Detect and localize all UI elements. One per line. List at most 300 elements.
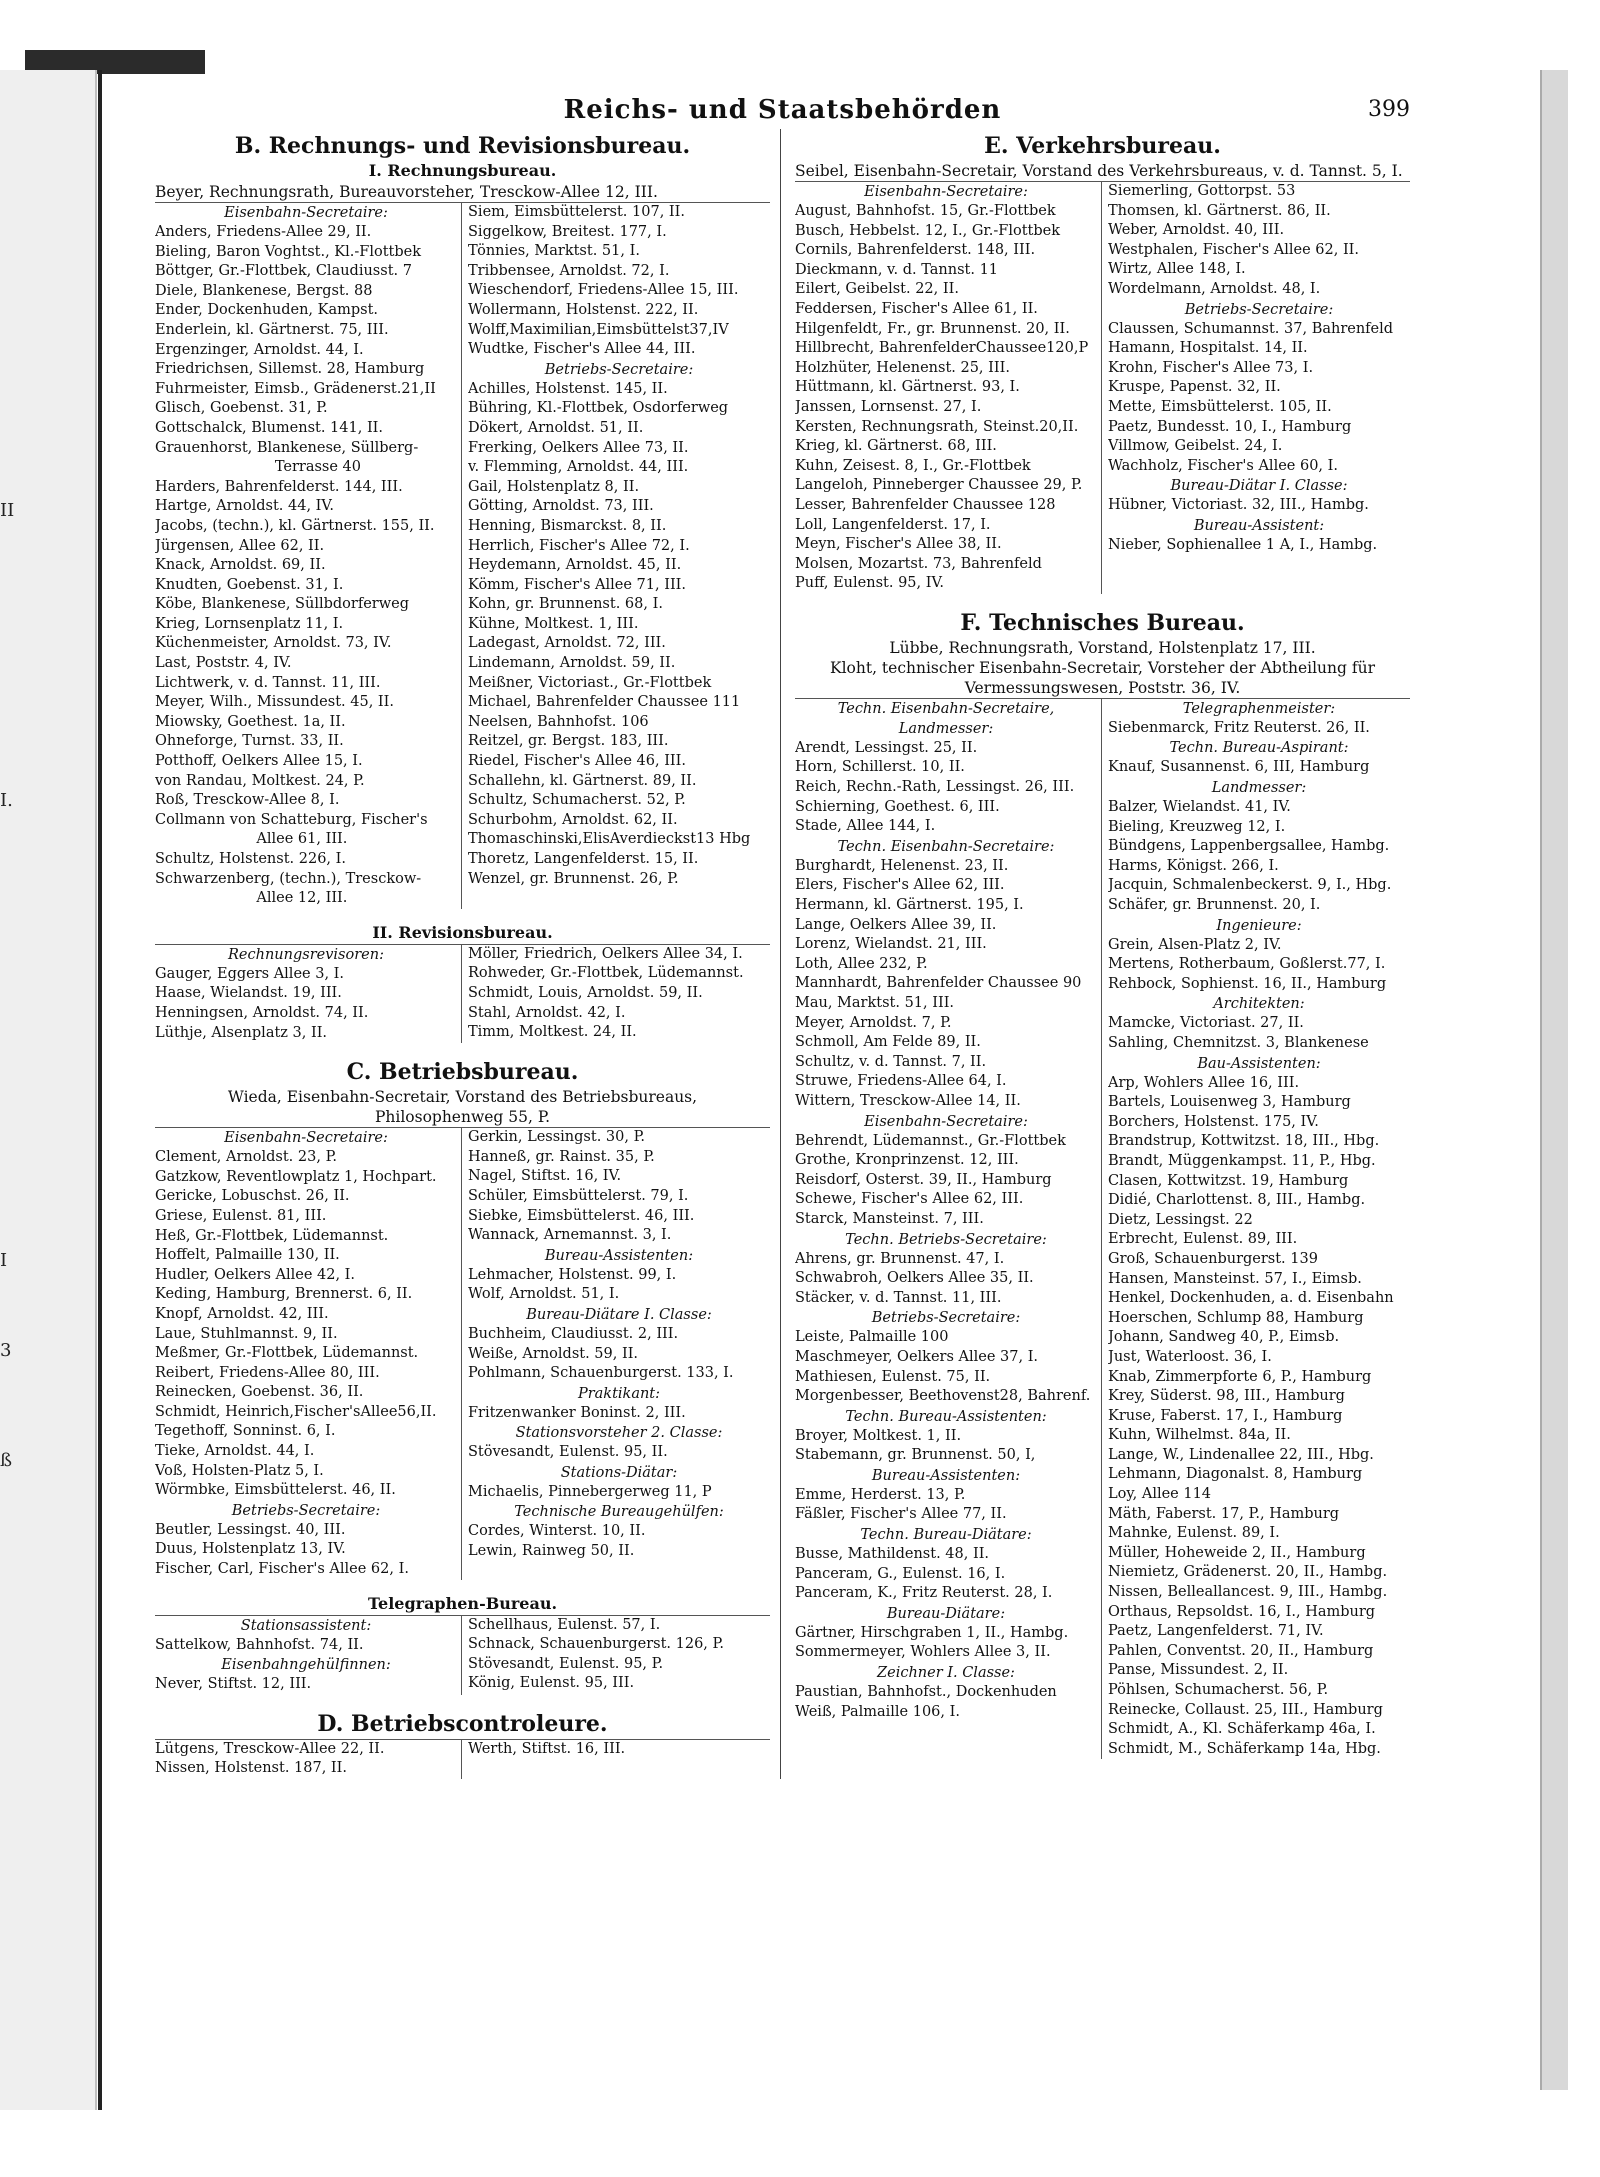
directory-entry: König, Eulenst. 95, III.: [468, 1675, 635, 1692]
group-heading: Eisenbahn-Secretaire:: [864, 184, 1028, 200]
directory-entry: Gauger, Eggers Allee 3, I.: [155, 965, 344, 982]
directory-entry: Voß, Holsten-Platz 5, I.: [155, 1462, 324, 1479]
directory-entry: Harders, Bahrenfelderst. 144, III.: [155, 478, 403, 495]
directory-entry: Terrasse 40: [155, 459, 361, 476]
entry-list: [155, 945, 462, 1043]
directory-entry: Mathiesen, Eulenst. 75, II.: [795, 1368, 991, 1385]
directory-entry: Siemerling, Gottorpst. 53: [1108, 183, 1296, 199]
directory-entry: Kruspe, Papenst. 32, II.: [1108, 379, 1281, 396]
directory-entry: Nissen, Holstenst. 187, II.: [155, 1760, 347, 1777]
directory-entry: Knack, Arnoldst. 69, II.: [155, 557, 326, 574]
directory-entry: Balzer, Wielandst. 41, IV.: [1108, 799, 1291, 816]
directory-entry: Kuhn, Zeisest. 8, I., Gr.-Flottbek: [795, 457, 1031, 474]
directory-entry: v. Flemming, Arnoldst. 44, III.: [468, 459, 689, 476]
directory-entry: Stade, Allee 144, I.: [795, 818, 936, 835]
directory-entry: Wolf, Arnoldst. 51, I.: [468, 1286, 620, 1303]
directory-entry: Hermann, kl. Gärtnerst. 195, I.: [795, 897, 1024, 914]
directory-entry: Achilles, Holstenst. 145, II.: [468, 380, 668, 397]
directory-entry: Meyer, Wilh., Missundest. 45, II.: [155, 694, 394, 711]
directory-entry: Hilgenfeldt, Fr., gr. Brunnenst. 20, II.: [795, 320, 1070, 337]
group-heading: Architekten:: [1213, 996, 1305, 1013]
directory-entry: Lorenz, Wielandst. 21, III.: [795, 936, 987, 953]
directory-entry: Claussen, Schumannst. 37, Bahrenfeld: [1108, 320, 1394, 337]
directory-entry: Haase, Wielandst. 19, III.: [155, 985, 342, 1002]
section-intro: Seibel, Eisenbahn-Secretair, Vorstand des Verkehrsbureaus, v. d. Tannst. 5, I.: [795, 162, 1403, 180]
directory-entry: Timm, Moltkest. 24, II.: [468, 1024, 637, 1041]
directory-entry: Miowsky, Goethest. 1a, II.: [155, 713, 346, 730]
directory-entry: Köbe, Blankenese, Süllbdorferweg: [155, 596, 409, 613]
section-intro: Vermessungswesen, Poststr. 36, IV.: [964, 678, 1241, 697]
directory-entry: Lange, W., Lindenallee 22, III., Hbg.: [1108, 1446, 1374, 1463]
directory-entry: Loth, Allee 232, P.: [795, 955, 928, 972]
directory-entry: Knauf, Susannenst. 6, III, Hamburg: [1108, 759, 1370, 776]
directory-entry: Johann, Sandweg 40, P., Eimsb.: [1108, 1329, 1340, 1346]
directory-entry: Niemietz, Grädenerst. 20, II., Hambg.: [1108, 1564, 1388, 1581]
directory-entry: Cordes, Winterst. 10, II.: [468, 1523, 646, 1540]
directory-entry: Burghardt, Helenenst. 23, II.: [795, 857, 1009, 874]
directory-entry: Frerking, Oelkers Allee 73, II.: [468, 439, 689, 456]
directory-entry: Kruse, Faberst. 17, I., Hamburg: [1108, 1407, 1343, 1424]
directory-entry: Brandt, Müggenkampst. 11, P., Hbg.: [1108, 1152, 1376, 1169]
directory-entry: Keding, Hamburg, Brennerst. 6, II.: [155, 1286, 413, 1303]
page-number: 399: [1368, 97, 1410, 122]
subsection-revisionsbureau-title: II. Revisionsbureau.: [372, 922, 553, 942]
directory-entry: Wörmbke, Eimsbüttelerst. 46, II.: [155, 1482, 396, 1499]
directory-entry: Laue, Stuhlmannst. 9, II.: [155, 1325, 338, 1342]
directory-entry: Lütgens, Tresckow-Allee 22, II.: [155, 1740, 385, 1757]
entry-list: [462, 1128, 770, 1579]
directory-entry: Stahl, Arnoldst. 42, I.: [468, 1004, 626, 1021]
entry-list: [155, 1128, 462, 1579]
entry-list: [155, 203, 462, 909]
two-column-list: [155, 944, 770, 1043]
directory-entry: Reisdorf, Osterst. 39, II., Hamburg: [795, 1171, 1052, 1188]
directory-entry: Ahrens, gr. Brunnenst. 47, I.: [795, 1250, 1005, 1267]
right-page-edge: [1540, 70, 1568, 2090]
directory-entry: Reinecken, Goebenst. 36, II.: [155, 1384, 364, 1401]
directory-entry: Stabemann, gr. Brunnenst. 50, I,: [795, 1447, 1036, 1464]
two-column-list: [795, 698, 1410, 1760]
directory-entry: Starck, Mansteinst. 7, III.: [795, 1210, 984, 1227]
directory-entry: Busse, Mathildenst. 48, II.: [795, 1546, 990, 1563]
directory-entry: Grothe, Kronprinzenst. 12, III.: [795, 1152, 1019, 1169]
directory-entry: Werth, Stiftst. 16, III.: [468, 1740, 626, 1757]
directory-entry: Hartge, Arnoldst. 44, IV.: [155, 498, 334, 515]
entry-list: [462, 1740, 770, 1779]
entry-list: [462, 945, 770, 1043]
directory-entry: Schierning, Goethest. 6, III.: [795, 798, 1000, 815]
directory-entry: Tieke, Arnoldst. 44, I.: [155, 1443, 315, 1460]
section-intro: Wieda, Eisenbahn-Secretair, Vorstand des Betriebsbureaus,: [227, 1088, 698, 1107]
directory-entry: Kühne, Moltkest. 1, III.: [468, 615, 639, 632]
directory-entry: Horn, Schillerst. 10, II.: [795, 759, 965, 776]
directory-entry: Meßmer, Gr.-Flottbek, Lüdemannst.: [155, 1345, 419, 1362]
directory-entry: Weiße, Arnoldst. 59, II.: [468, 1345, 639, 1362]
gutter-mark: I: [0, 1250, 8, 1271]
directory-entry: Siebke, Eimsbüttelerst. 46, III.: [468, 1207, 695, 1224]
directory-entry: Meyer, Arnoldst. 7, P.: [795, 1014, 952, 1031]
section-intro: Beyer, Rechnungsrath, Bureauvorsteher, Tresckow-Allee 12, III.: [155, 183, 658, 201]
gutter-mark: 3: [0, 1340, 12, 1361]
directory-entry: Gerkin, Lessingst. 30, P.: [468, 1129, 646, 1146]
directory-entry: Allee 61, III.: [155, 831, 348, 848]
directory-entry: Weiß, Palmaille 106, I.: [795, 1703, 960, 1720]
group-heading: Bureau-Assistenten:: [871, 1467, 1021, 1484]
directory-entry: Reitzel, gr. Bergst. 183, III.: [468, 733, 669, 750]
directory-entry: Bartels, Louisenweg 3, Hamburg: [1108, 1094, 1351, 1111]
directory-entry: Molsen, Mozartst. 73, Bahrenfeld: [795, 555, 1042, 572]
directory-entry: Herrlich, Fischer's Allee 72, I.: [468, 537, 690, 554]
directory-entry: Westphalen, Fischer's Allee 62, II.: [1108, 241, 1360, 258]
page-header: [155, 95, 1410, 129]
directory-entry: Hoffelt, Palmaille 130, II.: [155, 1247, 340, 1264]
directory-entry: Meyn, Fischer's Allee 38, II.: [795, 536, 1002, 553]
subsection-rechnungsbureau-title: I. Rechnungsbureau.: [368, 161, 557, 180]
directory-entry: Michael, Bahrenfelder Chaussee 111: [468, 694, 741, 711]
directory-entry: Loll, Langenfelderst. 17, I.: [795, 516, 991, 533]
directory-entry: Gärtner, Hirschgraben 1, II., Hambg.: [795, 1624, 1069, 1641]
directory-entry: Knopf, Arnoldst. 42, III.: [155, 1305, 329, 1322]
directory-entry: Morgenbesser, Beethovenst28, Bahrenf.: [795, 1388, 1091, 1405]
directory-entry: Puff, Eulenst. 95, IV.: [795, 575, 945, 592]
subsection-telegraphen-title: Telegraphen-Bureau.: [367, 1593, 558, 1613]
directory-entry: Potthoff, Oelkers Allee 15, I.: [155, 753, 363, 770]
directory-entry: Busch, Hebbelst. 12, I., Gr.-Flottbek: [795, 222, 1060, 239]
directory-entry: Wittern, Tresckow-Allee 14, II.: [795, 1092, 1021, 1109]
directory-entry: Küchenmeister, Arnoldst. 73, IV.: [155, 635, 392, 652]
directory-entry: Siggelkow, Breitest. 177, I.: [468, 223, 667, 240]
group-heading: Techn. Eisenbahn-Secretaire,: [837, 700, 1055, 717]
directory-entry: Weber, Arnoldst. 40, III.: [1108, 222, 1285, 239]
group-heading: Eisenbahn-Secretaire:: [224, 1130, 388, 1147]
directory-entry: Didié, Charlottenst. 8, III., Hambg.: [1108, 1192, 1366, 1209]
directory-entry: Roß, Tresckow-Allee 8, I.: [155, 792, 340, 809]
directory-entry: Lesser, Bahrenfelder Chaussee 128: [795, 496, 1056, 513]
directory-entry: Erbrecht, Eulenst. 89, III.: [1108, 1231, 1298, 1248]
directory-entry: Thoretz, Langenfelderst. 15, II.: [468, 851, 699, 867]
entry-list: [1102, 699, 1410, 1760]
directory-entry: Loy, Allee 114: [1108, 1486, 1212, 1503]
directory-entry: Arp, Wohlers Allee 16, III.: [1108, 1074, 1300, 1091]
directory-page: [155, 95, 1410, 1975]
directory-entry: Hudler, Oelkers Allee 42, I.: [155, 1266, 356, 1283]
directory-entry: Pahlen, Conventst. 20, II., Hamburg: [1108, 1642, 1374, 1659]
directory-entry: Bieling, Kreuzweg 12, I.: [1108, 818, 1286, 835]
entry-list: [462, 203, 770, 909]
directory-entry: Kömm, Fischer's Allee 71, III.: [468, 576, 687, 593]
directory-entry: Heydemann, Arnoldst. 45, II.: [468, 557, 682, 574]
directory-entry: Nagel, Stiftst. 16, IV.: [468, 1168, 622, 1185]
directory-entry: Janssen, Lornsenst. 27, I.: [795, 398, 982, 415]
directory-entry: Wordelmann, Arnoldst. 48, I.: [1108, 280, 1321, 297]
directory-entry: Henningsen, Arnoldst. 74, II.: [155, 1004, 369, 1021]
two-column-list: [155, 1615, 770, 1695]
directory-entry: Collmann von Schatteburg, Fischer's: [155, 811, 428, 828]
group-heading: Stationsvorsteher 2. Classe:: [515, 1425, 723, 1442]
directory-entry: Hamann, Hospitalst. 14, II.: [1108, 340, 1308, 357]
group-heading: Technische Bureaugehülfen:: [514, 1504, 724, 1521]
directory-entry: Bieling, Baron Voghtst., Kl.-Flottbek: [155, 243, 422, 260]
directory-entry: Siem, Eimsbüttelerst. 107, II.: [468, 204, 685, 220]
directory-entry: Holzhüter, Helenenst. 25, III.: [795, 359, 1010, 376]
group-heading: Stations-Diätar:: [560, 1464, 678, 1481]
directory-entry: Broyer, Moltkest. 1, II.: [795, 1427, 962, 1444]
group-heading: Betriebs-Secretaire:: [544, 361, 694, 378]
directory-entry: Never, Stiftst. 12, III.: [155, 1676, 312, 1693]
directory-entry: Lichtwerk, v. d. Tannst. 11, III.: [155, 674, 381, 691]
directory-entry: Krohn, Fischer's Allee 73, I.: [1108, 359, 1314, 376]
section-c-title: C. Betriebsbureau.: [346, 1059, 579, 1086]
group-heading: Praktikant:: [577, 1385, 661, 1402]
group-heading: Landmesser:: [898, 720, 994, 737]
gutter-mark: ß: [0, 1450, 13, 1471]
directory-entry: Schewe, Fischer's Allee 62, III.: [795, 1191, 1024, 1208]
directory-entry: Fischer, Carl, Fischer's Allee 62, I.: [155, 1561, 409, 1578]
directory-entry: Reinecke, Collaust. 25, III., Hamburg: [1108, 1701, 1383, 1718]
directory-entry: Cornils, Bahrenfelderst. 148, III.: [795, 242, 1036, 259]
left-column: [155, 129, 781, 1779]
directory-entry: Kuhn, Wilhelmst. 84a, II.: [1108, 1427, 1291, 1444]
directory-entry: Fäßler, Fischer's Allee 77, II.: [795, 1506, 1007, 1523]
directory-entry: Henkel, Dockenhuden, a. d. Eisenbahn: [1108, 1290, 1394, 1307]
directory-entry: Paetz, Langenfelderst. 71, IV.: [1108, 1623, 1324, 1640]
group-heading: Eisenbahn-Secretaire:: [224, 205, 388, 221]
directory-entry: Mau, Marktst. 51, III.: [795, 995, 955, 1011]
directory-entry: Arendt, Lessingst. 25, II.: [795, 739, 978, 756]
directory-entry: Ergenzinger, Arnoldst. 44, I.: [155, 341, 364, 358]
directory-entry: Elers, Fischer's Allee 62, III.: [795, 877, 1005, 894]
directory-entry: Krey, Süderst. 98, III., Hamburg: [1108, 1388, 1345, 1405]
directory-entry: Stövesandt, Eulenst. 95, II.: [468, 1444, 668, 1461]
directory-entry: Wachholz, Fischer's Allee 60, I.: [1108, 457, 1338, 474]
directory-entry: Dietz, Lessingst. 22: [1108, 1211, 1253, 1228]
directory-entry: Nieber, Sophienallee 1 A, I., Hambg.: [1108, 536, 1378, 553]
two-column-list: [795, 181, 1410, 594]
group-heading: Bureau-Assistent:: [1193, 517, 1325, 534]
directory-entry: Panceram, G., Eulenst. 16, I.: [795, 1565, 1006, 1582]
directory-entry: Ender, Dockenhuden, Kampst.: [155, 302, 379, 319]
directory-entry: Schurbohm, Arnoldst. 62, II.: [468, 811, 678, 828]
entry-list: [795, 699, 1102, 1760]
entry-list: [155, 1616, 462, 1695]
directory-entry: Jacquin, Schmalenbeckerst. 9, I., Hbg.: [1108, 877, 1392, 894]
directory-entry: Thomsen, kl. Gärtnerst. 86, II.: [1108, 202, 1331, 219]
section-d-title: D. Betriebscontroleure.: [317, 1710, 608, 1737]
directory-entry: Gail, Holstenplatz 8, II.: [468, 478, 640, 495]
directory-entry: Langeloh, Pinneberger Chaussee 29, P.: [795, 477, 1083, 494]
directory-entry: Panceram, K., Fritz Reuterst. 28, I.: [795, 1585, 1053, 1602]
directory-entry: Bündgens, Lappenbergsallee, Hambg.: [1108, 838, 1390, 855]
directory-entry: Siebenmarck, Fritz Reuterst. 26, II.: [1108, 719, 1370, 736]
directory-entry: Mamcke, Victoriast. 27, II.: [1108, 1015, 1304, 1032]
directory-entry: Panse, Missundest. 2, II.: [1108, 1662, 1289, 1679]
directory-entry: Duus, Holstenplatz 13, IV.: [155, 1541, 346, 1558]
directory-entry: Müller, Hoheweide 2, II., Hamburg: [1108, 1544, 1366, 1561]
directory-entry: Nissen, Belleallancest. 9, III., Hambg.: [1108, 1584, 1388, 1601]
entry-list: [155, 1740, 462, 1779]
group-heading: Betriebs-Secretaire:: [1184, 301, 1334, 318]
group-heading: Bureau-Diätar I. Classe:: [1170, 478, 1348, 495]
section-intro: Kloht, technischer Eisenbahn-Secretair, Vorsteher der Abtheilung für: [829, 658, 1375, 677]
directory-entry: Lehmann, Diagonalst. 8, Hamburg: [1108, 1466, 1363, 1483]
directory-entry: Rohweder, Gr.-Flottbek, Lüdemannst.: [468, 965, 744, 982]
directory-entry: Orthaus, Repsoldst. 16, I., Hamburg: [1108, 1603, 1376, 1620]
directory-entry: Villmow, Geibelst. 24, I.: [1108, 438, 1283, 455]
directory-entry: Schultz, v. d. Tannst. 7, II.: [795, 1053, 987, 1070]
directory-entry: Leiste, Palmaille 100: [795, 1329, 949, 1346]
entry-list: [462, 1616, 770, 1695]
directory-entry: Beutler, Lessingst. 40, III.: [155, 1521, 346, 1538]
directory-entry: Henning, Bismarckst. 8, II.: [468, 517, 667, 534]
directory-entry: Paetz, Bundesst. 10, I., Hamburg: [1108, 418, 1352, 435]
directory-entry: Riedel, Fischer's Allee 46, III.: [468, 753, 686, 770]
directory-entry: Schellhaus, Eulenst. 57, I.: [468, 1616, 661, 1633]
directory-entry: Heß, Gr.-Flottbek, Lüdemannst.: [155, 1227, 389, 1244]
directory-entry: Tribbensee, Arnoldst. 72, I.: [468, 262, 670, 279]
directory-entry: Schmidt, Louis, Arnoldst. 59, II.: [468, 984, 703, 1001]
directory-entry: Clement, Arnoldst. 23, P.: [155, 1149, 338, 1166]
directory-entry: Tönnies, Marktst. 51, I.: [468, 243, 640, 260]
directory-entry: Götting, Arnoldst. 73, III.: [468, 498, 654, 515]
directory-entry: Maschmeyer, Oelkers Allee 37, I.: [795, 1348, 1039, 1365]
group-heading: Bureau-Diätare:: [886, 1605, 1006, 1622]
directory-entry: Reich, Rechn.-Rath, Lessingst. 26, III.: [795, 779, 1075, 796]
directory-entry: Schüler, Eimsbüttelerst. 79, I.: [468, 1187, 689, 1204]
directory-entry: Krieg, kl. Gärtnerst. 68, III.: [795, 438, 997, 455]
section-intro: Philosophenweg 55, P.: [374, 1108, 551, 1127]
directory-entry: Harms, Königst. 266, I.: [1108, 857, 1279, 874]
gutter-mark: II: [0, 500, 15, 521]
directory-entry: Mertens, Rotherbaum, Goßlerst.77, I.: [1108, 956, 1386, 973]
directory-entry: Sattelkow, Bahnhofst. 74, II.: [155, 1636, 364, 1653]
directory-entry: Lehmacher, Holstenst. 99, I.: [468, 1266, 677, 1283]
group-heading: Bau-Assistenten:: [1197, 1055, 1321, 1072]
page-title: Reichs- und Staatsbehörden: [563, 95, 1002, 125]
directory-entry: Clasen, Kottwitzst. 19, Hamburg: [1108, 1172, 1349, 1189]
group-heading: Bureau-Assistenten:: [544, 1247, 694, 1264]
directory-entry: Kersten, Rechnungsrath, Steinst.20,II.: [795, 418, 1079, 435]
directory-entry: Mannhardt, Bahrenfelder Chaussee 90: [795, 975, 1082, 992]
directory-entry: Paustian, Bahnhofst., Dockenhuden: [795, 1684, 1057, 1701]
group-heading: Ingenieure:: [1216, 917, 1302, 934]
directory-entry: Feddersen, Fischer's Allee 61, II.: [795, 300, 1038, 317]
directory-entry: Meißner, Victoriast., Gr.-Flottbek: [468, 674, 712, 691]
two-column-list: [155, 1739, 770, 1779]
directory-entry: Hoerschen, Schlump 88, Hamburg: [1108, 1309, 1364, 1326]
directory-entry: Enderlein, kl. Gärtnerst. 75, III.: [155, 321, 389, 338]
group-heading: Landmesser:: [1211, 780, 1307, 797]
two-column-list: [155, 202, 770, 909]
directory-entry: Mäth, Faberst. 17, P., Hamburg: [1108, 1505, 1340, 1522]
directory-entry: Hansen, Mansteinst. 57, I., Eimsb.: [1108, 1270, 1362, 1287]
group-heading: Rechnungsrevisoren:: [228, 946, 384, 963]
directory-entry: Just, Waterloost. 36, I.: [1108, 1348, 1272, 1365]
directory-entry: Dökert, Arnoldst. 51, II.: [468, 419, 644, 436]
directory-entry: von Randau, Moltkest. 24, P.: [155, 772, 365, 789]
directory-entry: Bühring, Kl.-Flottbek, Osdorferweg: [468, 400, 729, 417]
directory-entry: Gottschalck, Blumenst. 141, II.: [155, 419, 384, 436]
directory-entry: Hanneß, gr. Rainst. 35, P.: [468, 1148, 655, 1165]
directory-entry: Möller, Friedrich, Oelkers Allee 34, I.: [468, 945, 743, 962]
directory-entry: Jürgensen, Allee 62, II.: [155, 537, 325, 554]
directory-entry: Buchheim, Claudiusst. 2, III.: [468, 1325, 679, 1342]
group-heading: Betriebs-Secretaire:: [871, 1310, 1021, 1327]
directory-entry: Schmidt, M., Schäferkamp 14a, Hbg.: [1108, 1740, 1381, 1757]
directory-entry: Knab, Zimmerpforte 6, P., Hamburg: [1108, 1368, 1372, 1385]
directory-entry: Borchers, Holstenst. 175, IV.: [1108, 1113, 1319, 1130]
group-heading: Betriebs-Secretaire:: [231, 1502, 381, 1519]
directory-entry: Stövesandt, Eulenst. 95, P.: [468, 1655, 664, 1672]
group-heading: Techn. Betriebs-Secretaire:: [845, 1231, 1047, 1248]
directory-entry: August, Bahnhofst. 15, Gr.-Flottbek: [795, 203, 1056, 219]
directory-entry: Grein, Alsen-Platz 2, IV.: [1108, 936, 1282, 953]
directory-entry: Schallehn, kl. Gärtnerst. 89, II.: [468, 772, 697, 789]
section-f-title: F. Technisches Bureau.: [960, 609, 1245, 636]
directory-entry: Jacobs, (techn.), kl. Gärtnerst. 155, II.: [155, 517, 435, 534]
directory-entry: Pohlmann, Schauenburgerst. 133, I.: [468, 1365, 734, 1382]
directory-entry: Wannack, Arnemannst. 3, I.: [468, 1227, 672, 1244]
group-heading: Techn. Bureau-Aspirant:: [1169, 740, 1349, 757]
directory-entry: Anders, Friedens-Allee 29, II.: [155, 224, 372, 240]
directory-entry: Mette, Eimsbüttelerst. 105, II.: [1108, 398, 1332, 415]
directory-entry: Kohn, gr. Brunnenst. 68, I.: [468, 596, 663, 613]
directory-entry: Glisch, Goebenst. 31, P.: [155, 400, 328, 417]
directory-entry: Mahnke, Eulenst. 89, I.: [1108, 1525, 1280, 1542]
group-heading: Eisenbahngehülfinnen:: [221, 1657, 391, 1674]
directory-entry: Rehbock, Sophienst. 16, II., Hamburg: [1108, 975, 1387, 992]
directory-entry: Schnack, Schauenburgerst. 126, P.: [468, 1636, 724, 1653]
directory-entry: Lange, Oelkers Allee 39, II.: [795, 916, 997, 933]
group-heading: Techn. Bureau-Assistenten:: [845, 1408, 1047, 1425]
directory-entry: Hillbrecht, BahrenfelderChaussee120,P: [795, 340, 1089, 357]
directory-entry: Neelsen, Bahnhofst. 106: [468, 713, 649, 730]
directory-entry: Reibert, Friedens-Allee 80, III.: [155, 1364, 380, 1381]
directory-entry: Sahling, Chemnitzst. 3, Blankenese: [1108, 1035, 1369, 1051]
directory-entry: Schmidt, A., Kl. Schäferkamp 46a, I.: [1108, 1721, 1376, 1738]
directory-entry: Lindemann, Arnoldst. 59, II.: [468, 655, 676, 672]
directory-entry: Wolff,Maximilian,Eimsbüttelst37,IV: [468, 321, 729, 338]
directory-entry: Böttger, Gr.-Flottbek, Claudiusst. 7: [155, 263, 412, 280]
directory-entry: Schultz, Holstenst. 226, I.: [155, 851, 346, 867]
directory-entry: Hüttmann, kl. Gärtnerst. 93, I.: [795, 379, 1020, 396]
directory-entry: Pöhlsen, Schumacherst. 56, P.: [1108, 1682, 1329, 1698]
directory-entry: Gericke, Lobuschst. 26, II.: [155, 1188, 350, 1205]
directory-entry: Ladegast, Arnoldst. 72, III.: [468, 635, 666, 652]
directory-entry: Stäcker, v. d. Tannst. 11, III.: [795, 1289, 1002, 1306]
group-heading: Eisenbahn-Secretaire:: [864, 1113, 1028, 1130]
directory-entry: Emme, Herderst. 13, P.: [795, 1486, 966, 1503]
right-column: [795, 129, 1410, 1779]
directory-entry: Hübner, Victoriast. 32, III., Hambg.: [1108, 497, 1369, 514]
directory-entry: Schwarzenberg, (techn.), Tresckow-: [155, 870, 422, 887]
directory-entry: Wieschendorf, Friedens-Allee 15, III.: [468, 282, 739, 299]
directory-entry: Lewin, Rainweg 50, II.: [468, 1543, 635, 1560]
gutter-mark: I.: [0, 790, 13, 811]
section-b-title: B. Rechnungs- und Revisionsbureau.: [234, 133, 691, 159]
section-e-title: E. Verkehrsbureau.: [984, 133, 1221, 159]
directory-entry: Thomaschinski,ElisAverdieckst13 Hbg: [468, 831, 751, 848]
group-heading: Stationsassistent:: [240, 1617, 372, 1634]
directory-entry: Behrendt, Lüdemannst., Gr.-Flottbek: [795, 1132, 1066, 1149]
directory-entry: Lüthje, Alsenplatz 3, II.: [155, 1024, 328, 1041]
directory-entry: Krieg, Lornsenplatz 11, I.: [155, 615, 344, 632]
directory-entry: Diele, Blankenese, Bergst. 88: [155, 282, 373, 299]
directory-entry: Last, Poststr. 4, IV.: [155, 655, 292, 672]
directory-entry: Gatzkow, Reventlowplatz 1, Hochpart.: [155, 1168, 437, 1185]
directory-entry: Wirtz, Allee 148, I.: [1108, 261, 1246, 278]
group-heading: Telegraphenmeister:: [1182, 700, 1336, 717]
directory-entry: Friedrichsen, Sillemst. 28, Hamburg: [155, 361, 425, 378]
